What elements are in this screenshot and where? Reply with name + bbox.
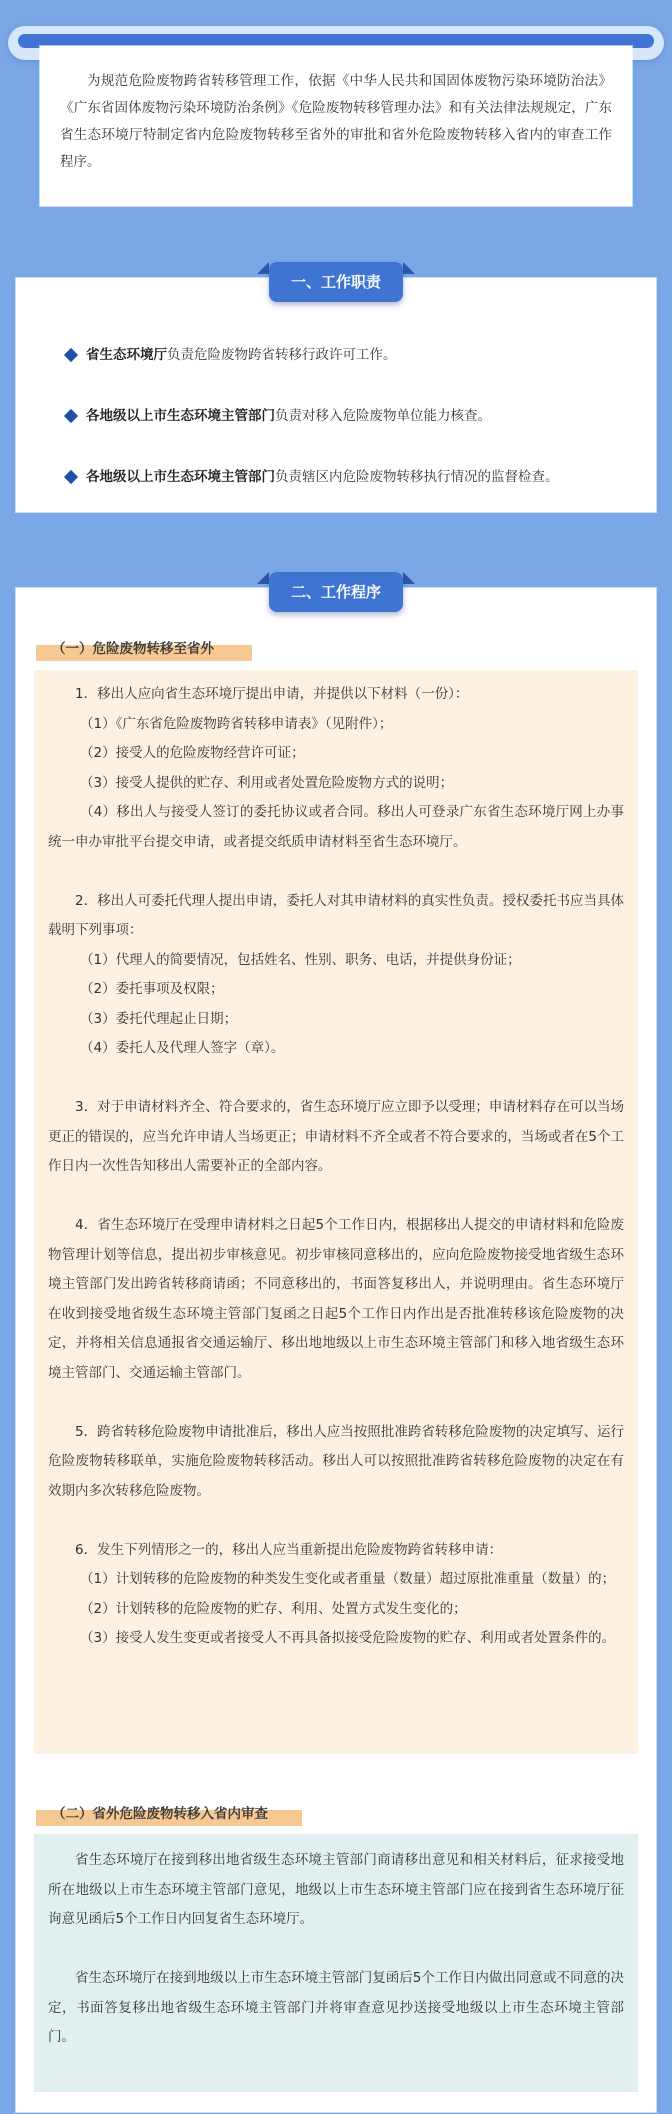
section-1-title: （一）危险废物转移至省外 (52, 641, 214, 657)
step-2: 2．移出人可委托代理人提出申请，委托人对其申请材料的真实性负责。授权委托书应当具体载明下列事项： (48, 892, 624, 938)
step-6-item: （2）计划转移的危险废物的贮存、利用、处置方式发生变化的； (80, 1600, 467, 1617)
duty-subject: 省生态环境厅 (86, 347, 167, 363)
step-2-item: （3）委托代理起止日期； (80, 1010, 238, 1027)
diamond-bullet-icon (64, 409, 78, 423)
step-6-item: （1）计划转移的危险废物的种类发生变化或者重量（数量）超过原批准重量（数量）的； (80, 1571, 616, 1587)
section-2-title: （二）省外危险废物转移入省内审查 (52, 1806, 268, 1822)
duty-item (64, 466, 644, 527)
step-1-item: （1）《广东省危险废物跨省转移申请表》（见附件）； (80, 715, 393, 732)
duties-tab-title: 一、工作职责 (269, 262, 403, 302)
duty-text: 负责对移入危险废物单位能力核查。 (275, 408, 491, 424)
diamond-bullet-icon (64, 470, 78, 484)
duty-subject: 各地级以上市生态环境主管部门 (86, 408, 275, 424)
step-2-item: （4）委托人及代理人签字（章）。 (80, 1040, 285, 1056)
intro-text: 为规范危险废物跨省转移管理工作，依据《中华人民共和国固体废物污染环境防治法》《广东省固体废物污染环境防治条例》《危险废物转移管理办法》和有关法律法规规定，广东省生态环境厅特制定省内危险废物转移至省外的审批和省外危险废物转移入省内的审查工作程序。 (60, 73, 612, 170)
section-1-content (34, 670, 638, 1754)
step-6-item: （3）接受人发生变更或者接受人不再具备拟接受危险废物的贮存、利用或者处置条件的。 (80, 1630, 616, 1646)
step-2-item: （2）委托事项及权限； (80, 981, 224, 997)
review-paragraph: 省生态环境厅在接到地级以上市生态环境主管部门复函后5个工作日内做出同意或不同意的决定，书面答复移出地省级生态环境主管部门并将审查意见抄送接受地级以上市生态环境主管部门。 (48, 1970, 624, 2045)
diamond-bullet-icon (64, 348, 78, 362)
section-1-heading (36, 641, 252, 661)
step-2-item: （1）代理人的简要情况，包括姓名、性别、职务、电话，并提供身份证； (80, 951, 521, 968)
intro-card (40, 46, 632, 206)
step-6: 6．发生下列情形之一的，移出人应当重新提出危险废物跨省转移申请： (75, 1541, 503, 1558)
duty-item (64, 344, 644, 405)
step-1-item: （3）接受人提供的贮存、利用或者处置危险废物方式的说明； (80, 774, 454, 791)
step-5: 5．跨省转移危险废物申请批准后，移出人应当按照批准跨省转移危险废物的决定填写、运行危险废物转移联单，实施危险废物转移活动。移出人可以按照批准跨省转移危险废物的决定在有效期内多次转移危险废物。 (48, 1423, 624, 1499)
review-paragraph: 省生态环境厅在接到移出地省级生态环境主管部门商请移出意见和相关材料后，征求接受地所在地级以上市生态环境主管部门意见，地级以上市生态环境主管部门应在接到省生态环境厅征询意见函后5个工作日内回复省生态环境厅。 (48, 1852, 624, 1927)
section-2-content (34, 1834, 638, 2092)
procedure-card (16, 583, 656, 2112)
step-4: 4．省生态环境厅在受理申请材料之日起5个工作日内，根据移出人提交的申请材料和危险废物管理计划等信息，提出初步审核意见。初步审核同意移出的，应向危险废物接受地省级生态环境主管部门发出跨省转移商请函；不同意移出的，书面答复移出人，并说明理由。省生态环境厅在收到接受地省级生态环境主管部门复函之日起5个工作日内作出是否批准转移该危险废物的决定，并将相关信息通报省交通运输厅、移出地地级以上市生态环境主管部门和移入地省级生态环境主管部门、交通运输主管部门。 (48, 1217, 624, 1381)
duties-card (16, 273, 656, 512)
step-1-item: （4）移出人与接受人签订的委托协议或者合同。移出人可登录广东省生态环境厅网上办事统一申办审批平台提交申请，或者提交纸质申请材料至省生态环境厅。 (48, 804, 624, 850)
step-1: 1．移出人应向省生态环境厅提出申请，并提供以下材料（一份）： (75, 686, 469, 702)
procedure-tab-title: 二、工作程序 (269, 572, 403, 612)
duties-list (64, 344, 644, 527)
section-2-heading (36, 1806, 302, 1826)
step-1-item: （2）接受人的危险废物经营许可证； (80, 745, 305, 761)
step-3: 3．对于申请材料齐全、符合要求的，省生态环境厅应立即予以受理；申请材料存在可以当场更正的错误的，应当允许申请人当场更正；申请材料不齐全或者不符合要求的，当场或者在5个工作日内一次性告知移出人需要补正的全部内容。 (48, 1099, 624, 1174)
duty-item (64, 405, 644, 466)
duty-text: 负责危险废物跨省转移行政许可工作。 (167, 347, 397, 363)
duty-text: 负责辖区内危险废物转移执行情况的监督检查。 (275, 469, 559, 485)
duty-subject: 各地级以上市生态环境主管部门 (86, 469, 275, 485)
